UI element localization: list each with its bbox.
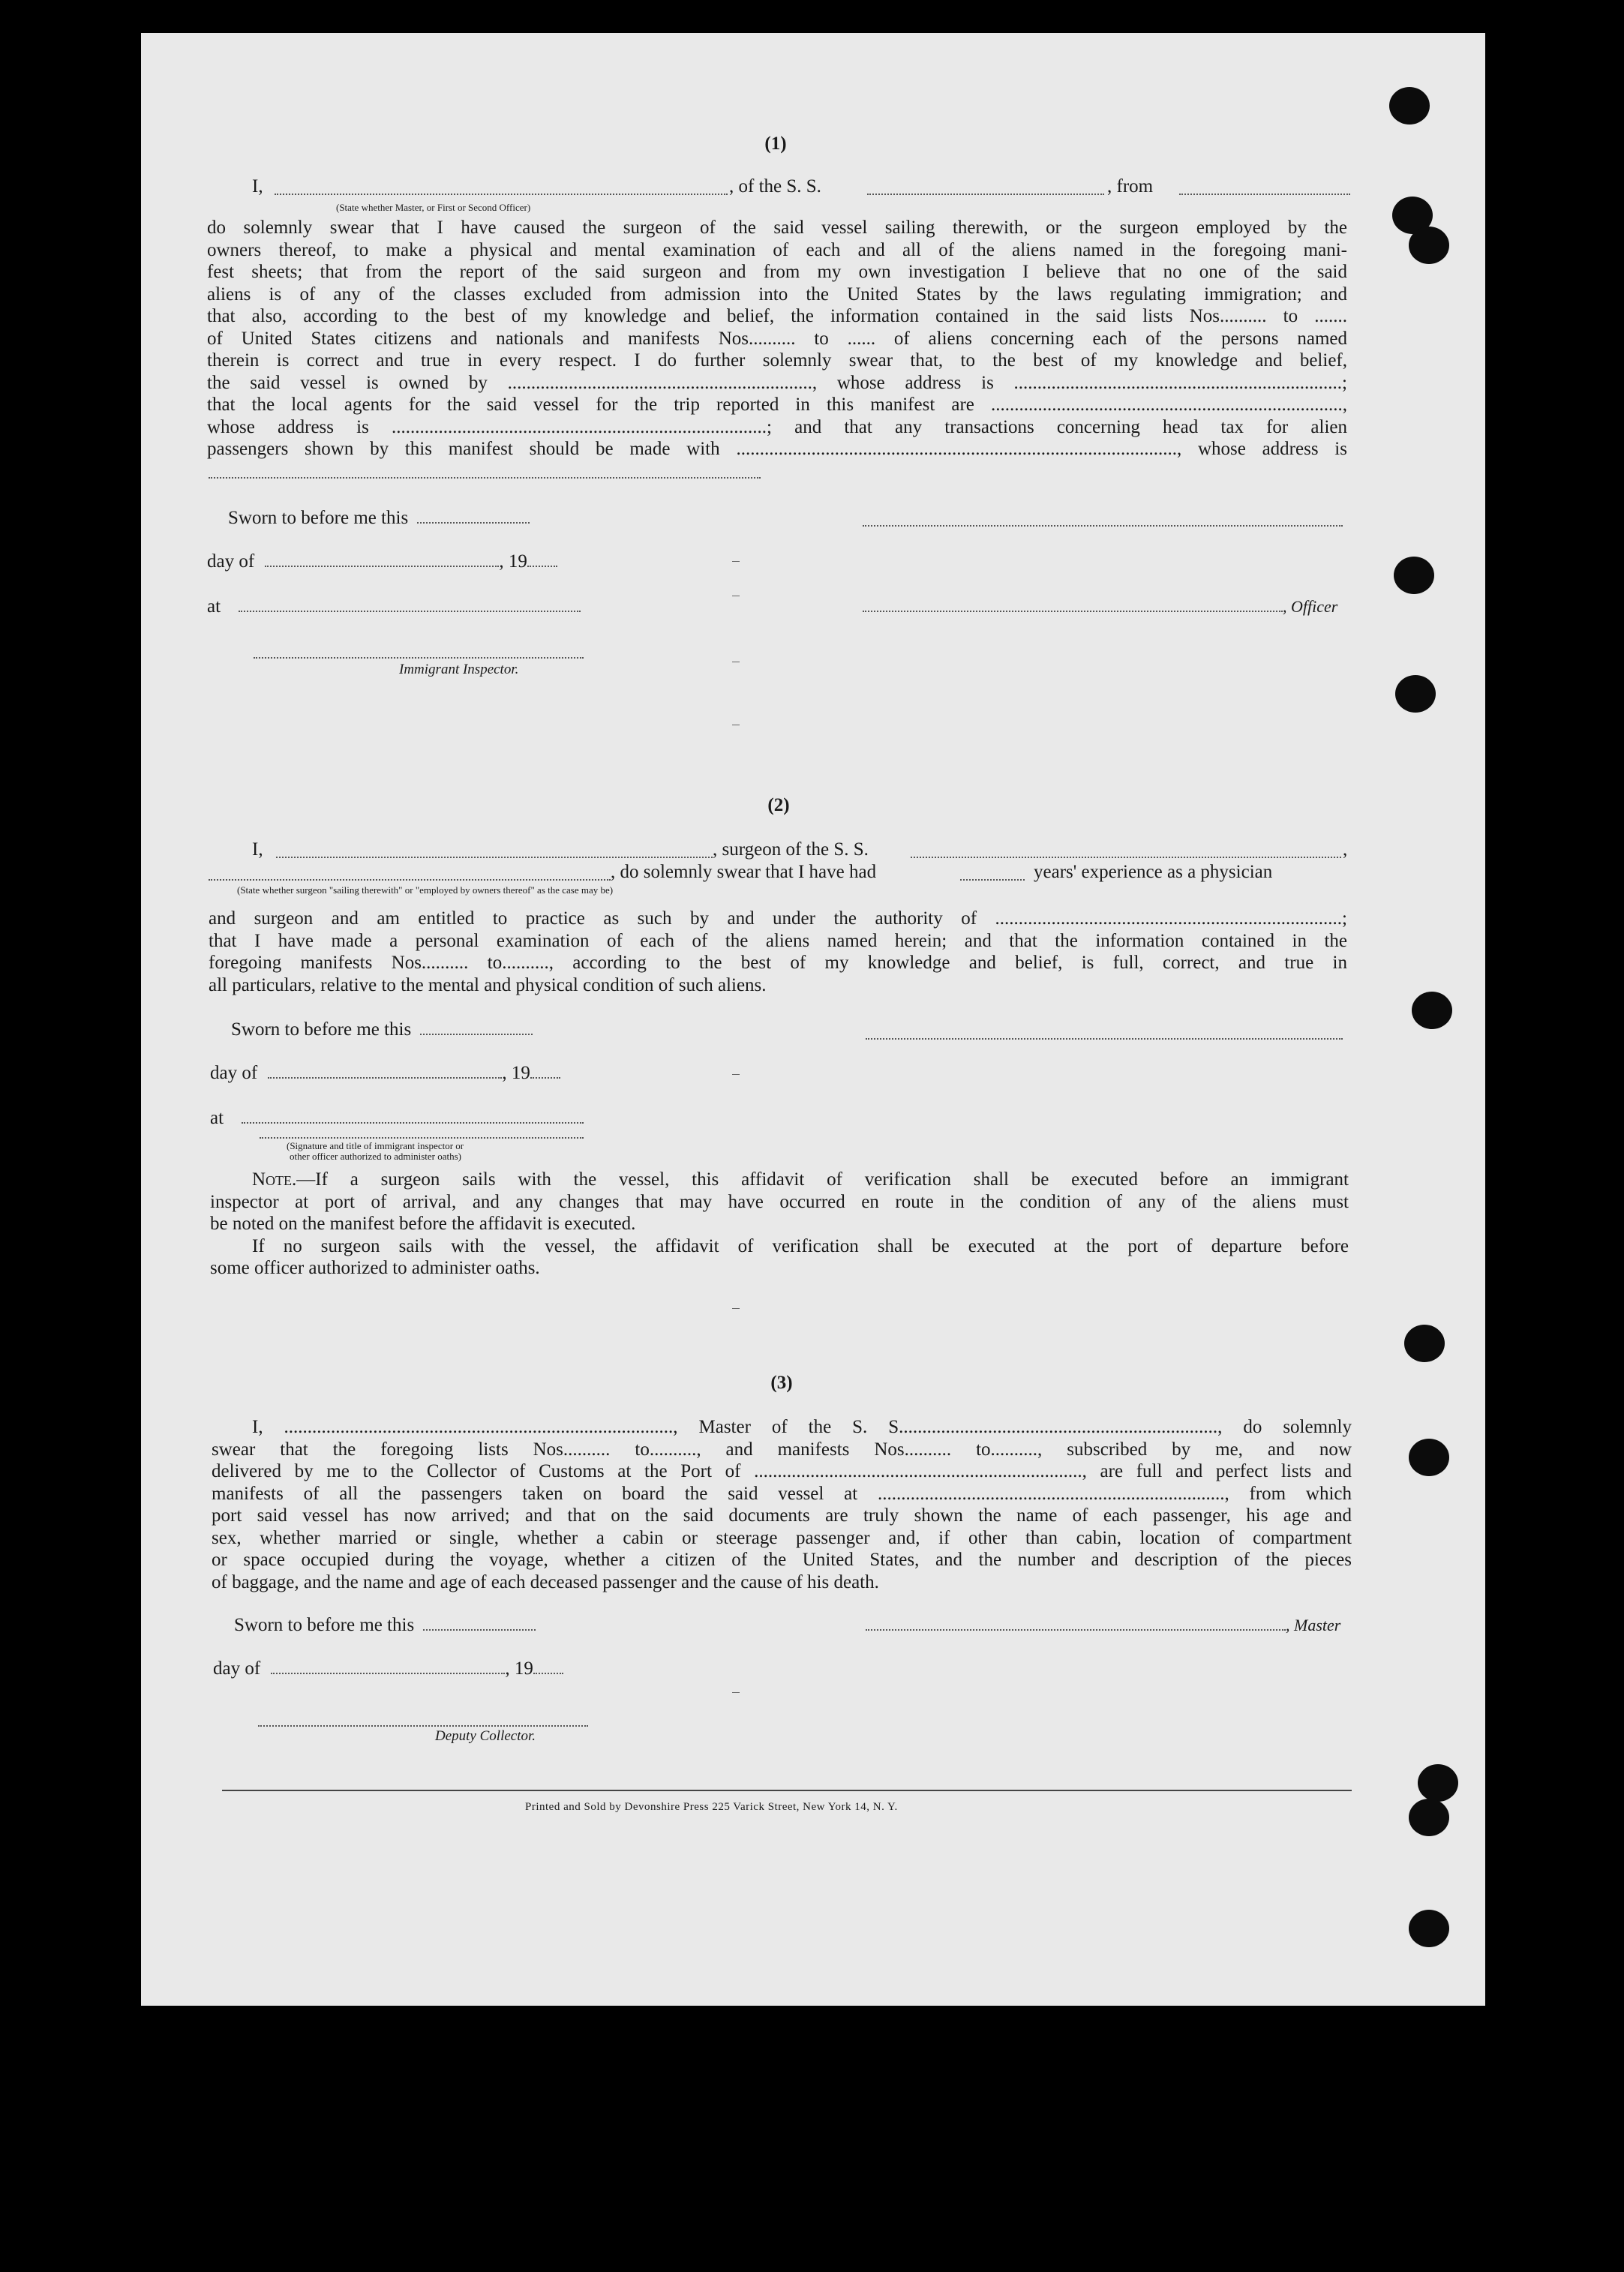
s2-years-label: years' experience as a physician <box>1034 862 1273 882</box>
s2-at <box>210 1107 584 1130</box>
s3-body-line-6: or space occupied during the voyage, whether a citizen of the United States, and the number and description of the pieces <box>212 1550 1352 1570</box>
center-mark <box>732 1308 740 1309</box>
s2-ship-blank <box>911 842 1341 858</box>
s2-day-blank <box>268 1062 502 1079</box>
center-mark <box>732 561 740 562</box>
s1-body-line-8: that the local agents for the said vessel for the trip reported in this manifest are ..........................................................................., <box>207 395 1347 415</box>
s2-swear-label: , do solemnly swear that I have had <box>611 862 877 882</box>
s3-sworn <box>234 1614 536 1637</box>
s1-year-label: , 19 <box>499 551 527 572</box>
s3-collector-label: Deputy Collector. <box>435 1728 536 1744</box>
s2-type-blank <box>209 864 611 881</box>
binder-hole <box>1418 1764 1458 1802</box>
s1-day-blank <box>265 551 499 567</box>
s2-years-blank <box>960 864 1025 881</box>
s1-body-line-1: owners thereof, to make a physical and mental examination of each and all of the aliens named in the foregoing mani- <box>207 240 1347 260</box>
s2-surgeon-label: , surgeon of the S. S. <box>713 839 869 860</box>
s1-address-blank <box>209 476 761 479</box>
s2-body-line-3: all particulars, relative to the mental and physical condition of such aliens. <box>209 975 767 995</box>
s2-sworn <box>231 1019 533 1041</box>
binder-hole <box>1409 1439 1449 1476</box>
s1-sworn <box>228 507 530 530</box>
s1-year-blank <box>527 551 557 567</box>
s3-day-blank <box>271 1658 505 1674</box>
s1-ship-blank <box>867 179 1104 195</box>
binder-hole <box>1404 1325 1445 1362</box>
s1-sworn-label: Sworn to before me this <box>228 508 409 528</box>
s3-collector-line <box>258 1724 588 1727</box>
binder-hole <box>1412 992 1452 1029</box>
s3-master-label: , Master <box>1286 1616 1341 1634</box>
binder-hole <box>1409 227 1449 264</box>
s2-sig-note-1: (Signature and title of immigrant inspector or <box>287 1140 464 1151</box>
s1-officer <box>863 596 1337 618</box>
s3-sworn-label: Sworn to before me this <box>234 1615 415 1635</box>
s1-body-line-6: therein is correct and true in every respect. I do further solemnly swear that, to the best of my knowledge and belief, <box>207 350 1347 371</box>
s3-body-line-1: swear that the foregoing lists Nos.......... to.........., and manifests Nos.......... to.........., subscribed by me, and now <box>212 1439 1352 1460</box>
binder-hole <box>1395 675 1436 713</box>
s3-body-line-3: manifests of all the passengers taken on board the said vessel at .........................................................................., from which <box>212 1484 1352 1504</box>
s1-at-label: at <box>207 596 221 617</box>
s2-note-label: Note. <box>252 1169 297 1190</box>
s1-body-line-10: passengers shown by this manifest should be made with .............................................................................................., whose address is <box>207 439 1347 459</box>
footer-rule <box>222 1790 1352 1791</box>
document-page: (1) I, , of the S. S. , from (State whether Master, or First or Second Officer) do solemnly swear that I have caused the surgeon of the said vessel sailing therewith, or the surgeon employed by the owners thereof, to make a physical and mental examination of each and all of the aliens named in the foregoing mani- fest sheets; that from the report of the said surgeon and from my own investigation I believe that no one of the said aliens is of any of the classes excluded from admission into the United States by the laws regulating immigration; and that also, according to the best of my knowledge and belief, the information contained in the said lists Nos.......... to ....... of United States citizens and nationals and manifests Nos.......... to ...... of aliens concerning each of the persons named therein is correct and true in every respect. I do further solemnly swear that, to the best of my knowledge and belief, the said vessel is owned by ................................................................., whose address is ......................................................................; that the local agents for the said vessel for the trip reported in this manifest are ..........................................................................., whose address is ................................................................................; and that any transactions concerning head tax for alien passengers shown by this manifest should be made with .............................................................................................., whose address is Sworn to before me this day of , 19 at , Officer Immigrant Inspector. (2) I, , surgeon of the S. S. , , do solemnly swear that I have had years' experience as a physician (State whether surgeon "sailing therewith" or "employed by owners thereof" as the case may be) and surgeon and am entitled to practice as such by and under the authority of ..........................................................................; that I have made a personal examination of each of the aliens named herein; and that the information contained in the foregoing manifests Nos.......... to.........., according to the best of my knowledge and belief, is full, correct, and true in all particulars, relative to the mental and physical condition of such aliens. Sworn to before me this day of , 19 at (Signature and title of immigrant inspector or other officer authorized to administer oaths) Note.—If a surgeon sails with the vessel, this affidavit of verification shall be executed before an immigrant inspector at port of arrival, and any changes that may have occurred en route in the condition of any of the aliens must be noted on the manifest before the affidavit is executed. If no surgeon sails with the vessel, the affidavit of verification shall be executed at the port of departure before some officer authorized to administer oaths. (3) I, ..................................................................................., Master of the S. S...................................................................., do solemnly swear that the foregoing lists Nos.......... to.........., and manifests Nos.......... to.........., subscribed by me, and now delivered by me to the Collector of Customs at the Port of ......................................................................, are full and perfect lists and manifests of all the passengers taken on board the said vessel at .........................................................................., from which port said vessel has now arrived; and that on the said documents are truly shown the name of each passenger, his age and sex, whether married or single, whether a cabin or steerage passenger and, if other than cabin, location of compartment or space occupied during the voyage, whether a citizen of the United States, and the number and description of the pieces of baggage, and the name and age of each deceased passenger and the cause of his death. Sworn to before me this , Master day of , 19 Deputy Collector. Printed and Sold by Devonshire Press 225 Varick Street, New York 14, N. Y. <box>141 33 1485 2006</box>
s1-officer-blank <box>863 596 1283 612</box>
s1-state-note: (State whether Master, or First or Second Officer) <box>336 202 531 213</box>
s3-master-blank <box>866 1614 1286 1631</box>
s2-body-line-1: that I have made a personal examination of each of the aliens named herein; and that the information contained in the <box>209 931 1347 951</box>
s2-state-note: (State whether surgeon "sailing therewith" or "employed by owners thereof" as the case may be) <box>237 884 614 896</box>
s1-inspector-label: Immigrant Inspector. <box>399 662 519 677</box>
s3-master <box>866 1614 1340 1637</box>
s2-at-blank <box>242 1107 584 1124</box>
s2-signature-line <box>866 1037 1343 1040</box>
s1-body-line-3: aliens is of any of the classes excluded from admission into the United States by the laws regulating immigration; and <box>207 284 1347 305</box>
s1-body-line-0: do solemnly swear that I have caused the surgeon of the said vessel sailing therewith, or the surgeon employed by the <box>207 218 1347 238</box>
s3-year-blank <box>533 1658 563 1674</box>
s2-body-line-0: and surgeon and am entitled to practice as such by and under the authority of ..........................................................................; <box>209 908 1347 929</box>
footer-printer: Printed and Sold by Devonshire Press 225 Varick Street, New York 14, N. Y. <box>525 1801 898 1813</box>
s1-body-line-9: whose address is ................................................................................; and that any transactions concerning head tax for alien <box>207 417 1347 437</box>
s3-day-of <box>213 1658 563 1680</box>
s3-day-of-label: day of <box>213 1658 261 1679</box>
s1-name-blank <box>275 179 728 195</box>
s2-sig-note-2: other officer authorized to administer oaths) <box>290 1151 461 1162</box>
s2-i-label: I, <box>252 839 263 860</box>
s1-body-line-7: the said vessel is owned by ................................................................., whose address is ......................................................................; <box>207 373 1347 393</box>
binder-hole <box>1409 1799 1449 1836</box>
s1-at-blank <box>239 596 581 612</box>
s2-year-label: , 19 <box>502 1063 530 1083</box>
s3-body-line-7: of baggage, and the name and age of each deceased passenger and the cause of his death. <box>212 1572 879 1592</box>
s2-note-line-3: If no surgeon sails with the vessel, the affidavit of verification shall be executed at the port of departure before <box>252 1236 1349 1256</box>
s3-sworn-blank <box>423 1614 536 1631</box>
s2-note-line-0: Note.—If a surgeon sails with the vessel, this affidavit of verification shall be executed before an immigrant <box>252 1169 1349 1190</box>
binder-hole <box>1409 1910 1449 1947</box>
section-1-number: (1) <box>764 134 787 154</box>
s1-body-line-5: of United States citizens and nationals and manifests Nos.......... to ...... of aliens concerning each of the persons named <box>207 329 1347 349</box>
section-3-number: (3) <box>770 1373 793 1393</box>
s2-body-line-2: foregoing manifests Nos.......... to.........., according to the best of my knowledge and belief, is full, correct, and true in <box>209 953 1347 973</box>
s2-inspector-line <box>260 1136 584 1139</box>
s2-name-blank <box>276 842 713 858</box>
s1-of-ss-label: , of the S. S. <box>729 176 821 197</box>
binder-hole <box>1394 557 1434 594</box>
s3-year-label: , 19 <box>505 1658 533 1679</box>
s2-sworn-blank <box>420 1019 533 1035</box>
s3-body-line-2: delivered by me to the Collector of Customs at the Port of ......................................................................, are full and perfect lists and <box>212 1461 1352 1481</box>
section-2-number: (2) <box>767 795 790 815</box>
s2-day-of <box>210 1062 560 1085</box>
s1-day-of-label: day of <box>207 551 255 572</box>
s2-sworn-label: Sworn to before me this <box>231 1019 412 1040</box>
s2-note-line-2: be noted on the manifest before the affidavit is executed. <box>210 1214 636 1234</box>
s1-from-label: , from <box>1107 176 1154 197</box>
s3-body-line-4: port said vessel has now arrived; and that on the said documents are truly shown the name of each passenger, his age and <box>212 1505 1352 1526</box>
s2-year-blank <box>530 1062 560 1079</box>
s1-signature-line <box>863 524 1343 527</box>
s1-body-line-2: fest sheets; that from the report of the said surgeon and from my own investigation I believe that no one of the said <box>207 262 1347 282</box>
s1-from-blank <box>1179 179 1350 195</box>
s1-at <box>207 596 581 618</box>
s1-sworn-blank <box>417 507 530 524</box>
s2-at-label: at <box>210 1108 224 1128</box>
s1-day-of <box>207 551 557 573</box>
s1-body-line-4: that also, according to the best of my knowledge and belief, the information contained in the said lists Nos.......... to ....... <box>207 306 1347 326</box>
s2-day-of-label: day of <box>210 1063 258 1083</box>
s2-note-line-1: inspector at port of arrival, and any changes that may have occurred en route in the condition of any of the aliens must <box>210 1192 1349 1212</box>
s1-officer-label: , Officer <box>1283 597 1338 616</box>
s3-body-line-5: sex, whether married or single, whether a cabin or steerage passenger and, if other than cabin, location of compartment <box>212 1528 1352 1548</box>
center-mark <box>732 1692 740 1693</box>
s3-body-line-0: I, ..................................................................................., Master of the S. S...................................................................., do solemnly <box>252 1417 1352 1437</box>
s1-i-label: I, <box>252 176 263 197</box>
center-mark <box>732 1074 740 1075</box>
s2-note-line-4: some officer authorized to administer oaths. <box>210 1258 540 1278</box>
binder-hole <box>1389 87 1430 125</box>
